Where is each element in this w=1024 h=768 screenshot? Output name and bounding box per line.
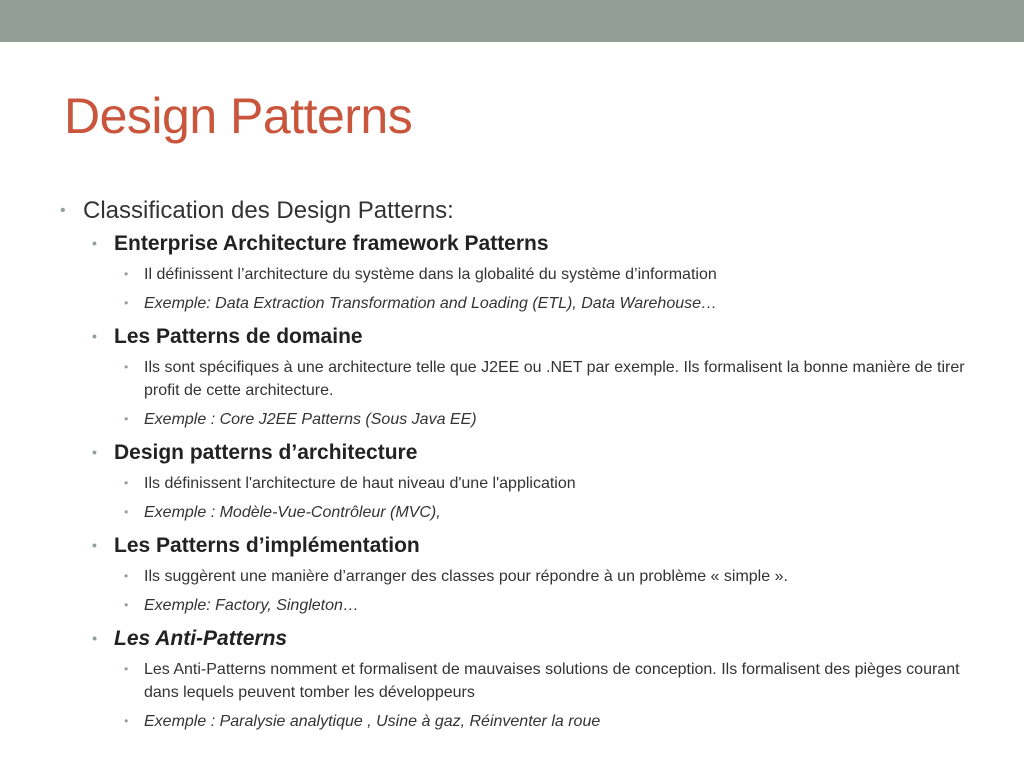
list-item <box>60 472 990 495</box>
bullet-dot-icon: • <box>124 505 129 519</box>
bullet-dot-icon: • <box>92 235 97 251</box>
bullet-dot-icon: • <box>124 598 129 612</box>
item-text: Exemple: Data Extraction Transformation and Loading (ETL), Data Warehouse… <box>144 295 718 312</box>
list-item <box>60 565 990 588</box>
item-text: Il définissent l’architecture du système dans la globalité du système d’information <box>144 266 717 283</box>
group-label: Enterprise Architecture framework Patterns <box>114 232 549 255</box>
item-text: Ils sont spécifiques à une architecture telle que J2EE ou .NET par exemple. Ils formalisent la bonne manière de tirer profit de cette architecture. <box>144 359 965 399</box>
group-label: Les Patterns de domaine <box>114 325 363 348</box>
item-text: Exemple : Core J2EE Patterns (Sous Java EE) <box>144 411 477 428</box>
bullet-dot-icon: • <box>124 714 129 728</box>
bullet-dot-icon: • <box>92 328 97 344</box>
group-design-patterns-architecture <box>60 439 990 466</box>
list-item-example <box>60 292 990 315</box>
item-text: Exemple : Modèle-Vue-Contrôleur (MVC), <box>144 504 441 521</box>
bullet-dot-icon: • <box>92 444 97 460</box>
bullet-dot-icon: • <box>124 360 129 374</box>
bullet-dot-icon: • <box>124 296 129 310</box>
group-patterns-de-domaine <box>60 323 990 350</box>
bullet-dot-icon: • <box>124 662 129 676</box>
group-enterprise-architecture <box>60 230 990 257</box>
item-text: Exemple : Paralysie analytique , Usine à gaz, Réinventer la roue <box>144 713 601 730</box>
group-label: Design patterns d’architecture <box>114 441 418 464</box>
list-item <box>60 356 990 402</box>
slide-content <box>60 196 990 733</box>
group-anti-patterns <box>60 625 990 652</box>
group-label: Les Anti-Patterns <box>114 627 288 650</box>
bullet-classification <box>60 196 990 226</box>
item-text: Exemple: Factory, Singleton… <box>144 597 359 614</box>
item-text: Les Anti-Patterns nomment et formalisent de mauvaises solutions de conception. Ils formalisent des pièges courant dans lequels peuvent tomber les développeurs <box>144 661 960 701</box>
item-text: Ils suggèrent une manière d’arranger des classes pour répondre à un problème « simple ». <box>144 568 788 585</box>
bullet-dot-icon: • <box>124 569 129 583</box>
bullet-dot-icon: • <box>124 267 129 281</box>
group-label: Les Patterns d’implémentation <box>114 534 420 557</box>
bullet-dot-icon: • <box>124 412 129 426</box>
group-patterns-implementation <box>60 532 990 559</box>
list-item-example <box>60 710 990 733</box>
list-item-example <box>60 408 990 431</box>
item-text: Ils définissent l'architecture de haut niveau d'une l'application <box>144 475 576 492</box>
list-item-example <box>60 501 990 524</box>
bullet-dot-icon: • <box>124 476 129 490</box>
list-item <box>60 658 990 704</box>
list-item <box>60 263 990 286</box>
bullet-dot-icon: • <box>92 537 97 553</box>
bullet-dot-icon: • <box>60 202 66 219</box>
list-item-example <box>60 594 990 617</box>
slide-title: Design Patterns <box>64 88 413 144</box>
classification-heading: Classification des Design Patterns: <box>83 197 454 224</box>
bullet-dot-icon: • <box>92 630 97 646</box>
top-band <box>0 0 1024 42</box>
